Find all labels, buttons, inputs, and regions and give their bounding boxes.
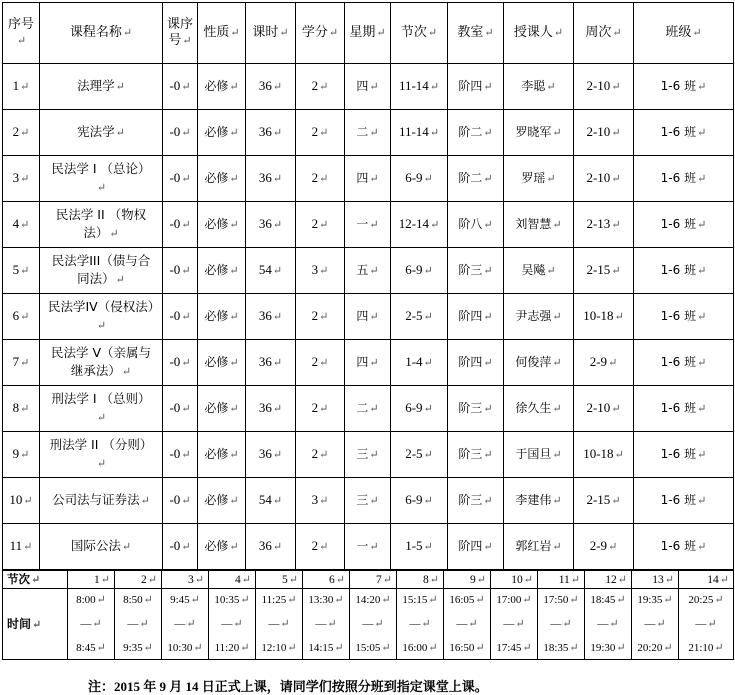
- period-time: [491, 589, 538, 660]
- course-room: 阶四↵: [448, 294, 504, 340]
- table-row: [3, 478, 734, 524]
- course-nature: 必修↵: [198, 524, 246, 570]
- document-sheet: [2, 2, 733, 660]
- course-weeks: 10-18↵: [574, 432, 634, 478]
- course-weekday: 三↵: [345, 432, 391, 478]
- period-time-separator: —↵: [456, 618, 478, 630]
- course-weekday: 二↵: [345, 110, 391, 156]
- course-weeks: 2-10↵: [574, 110, 634, 156]
- course-weekday: 四↵: [345, 64, 391, 110]
- period-start-time: 17:00↵: [496, 594, 532, 606]
- course-weekday: 四↵: [345, 340, 391, 386]
- course-class: 1-6 班↵: [634, 156, 734, 202]
- period-end-time: 10:30↵: [167, 642, 203, 654]
- period-time-separator: —↵: [221, 618, 243, 630]
- course-schedule-table: [2, 2, 734, 570]
- table-row: [3, 64, 734, 110]
- header-room: 教室↵: [448, 3, 504, 64]
- course-weekday: 四↵: [345, 156, 391, 202]
- course-hours: 36↵: [246, 110, 296, 156]
- period-end-time: 19:30↵: [590, 642, 626, 654]
- period-time: [397, 589, 444, 660]
- header-index: 序号↵: [3, 3, 40, 64]
- course-room: 阶二↵: [448, 156, 504, 202]
- period-start-time: 14:20↵: [355, 594, 391, 606]
- course-nature: 必修↵: [198, 202, 246, 248]
- row-index: 5↵: [3, 248, 40, 294]
- course-no: -0↵: [163, 64, 198, 110]
- row-index: 3↵: [3, 156, 40, 202]
- header-course-name: 课程名称↵: [40, 3, 163, 64]
- course-weekday: 一↵: [345, 524, 391, 570]
- course-periods: 12-14↵: [391, 202, 448, 248]
- period-start-time: 11:25↵: [261, 594, 297, 606]
- course-periods: 6-9↵: [391, 156, 448, 202]
- period-start-time: 15:15↵: [402, 594, 438, 606]
- course-periods: 6-9↵: [391, 386, 448, 432]
- course-credits: 2↵: [296, 294, 345, 340]
- table-row: [3, 524, 734, 570]
- course-nature: 必修↵: [198, 340, 246, 386]
- course-teacher: 吴飚↵: [504, 248, 574, 294]
- period-number: 10↵: [491, 571, 538, 589]
- course-credits: 2↵: [296, 524, 345, 570]
- period-time-separator: —↵: [127, 618, 149, 630]
- course-room: 阶三↵: [448, 248, 504, 294]
- period-time-separator: —↵: [174, 618, 196, 630]
- course-hours: 36↵: [246, 386, 296, 432]
- course-weeks: 2-13↵: [574, 202, 634, 248]
- period-time: [303, 589, 350, 660]
- header-row: [3, 3, 734, 64]
- course-weeks: 2-15↵: [574, 478, 634, 524]
- course-credits: 3↵: [296, 248, 345, 294]
- period-end-time: 8:45↵: [76, 642, 106, 654]
- course-periods: 1-5↵: [391, 524, 448, 570]
- course-name: 刑法学 II （分则）↵: [40, 432, 163, 478]
- course-hours: 36↵: [246, 340, 296, 386]
- course-name: 民法学 II （物权法）↵: [40, 202, 163, 248]
- course-no: -0↵: [163, 524, 198, 570]
- course-teacher: 李聪↵: [504, 64, 574, 110]
- period-time-separator: —↵: [409, 618, 431, 630]
- course-no: -0↵: [163, 156, 198, 202]
- course-nature: 必修↵: [198, 110, 246, 156]
- course-room: 阶四↵: [448, 340, 504, 386]
- period-time-row: [3, 589, 734, 660]
- row-index: 2↵: [3, 110, 40, 156]
- course-name: 民法学 I （总论）↵: [40, 156, 163, 202]
- course-periods: 2-5↵: [391, 294, 448, 340]
- course-periods: 1-4↵: [391, 340, 448, 386]
- period-time: [115, 589, 162, 660]
- course-class: 1-6 班↵: [634, 340, 734, 386]
- course-weekday: 一↵: [345, 202, 391, 248]
- course-class: 1-6 班↵: [634, 432, 734, 478]
- course-credits: 3↵: [296, 478, 345, 524]
- course-periods: 2-5↵: [391, 432, 448, 478]
- period-time-separator: —↵: [362, 618, 384, 630]
- course-nature: 必修↵: [198, 248, 246, 294]
- period-number: 14↵: [679, 571, 734, 589]
- course-hours: 54↵: [246, 478, 296, 524]
- period-number: 1↵: [68, 571, 115, 589]
- period-end-time: 18:35↵: [543, 642, 579, 654]
- row-index: 1↵: [3, 64, 40, 110]
- period-end-time: 21:10↵: [688, 642, 724, 654]
- course-room: 阶三↵: [448, 478, 504, 524]
- table-row: [3, 386, 734, 432]
- period-end-time: 12:10↵: [261, 642, 297, 654]
- row-index: 11↵: [3, 524, 40, 570]
- course-hours: 36↵: [246, 294, 296, 340]
- course-nature: 必修↵: [198, 294, 246, 340]
- period-time: [162, 589, 209, 660]
- table-row: [3, 110, 734, 156]
- course-weekday: 四↵: [345, 294, 391, 340]
- period-number: 8↵: [397, 571, 444, 589]
- period-end-time: 15:05↵: [355, 642, 391, 654]
- header-hours: 课时↵: [246, 3, 296, 64]
- period-time-separator: —↵: [503, 618, 525, 630]
- course-credits: 2↵: [296, 64, 345, 110]
- course-name: 宪法学↵: [40, 110, 163, 156]
- course-hours: 36↵: [246, 432, 296, 478]
- course-class: 1-6 班↵: [634, 64, 734, 110]
- period-end-time: 16:00↵: [402, 642, 438, 654]
- period-time-separator: —↵: [268, 618, 290, 630]
- row-index: 8↵: [3, 386, 40, 432]
- period-start-time: 8:00↵: [76, 594, 106, 606]
- course-credits: 2↵: [296, 432, 345, 478]
- period-number: 6↵: [303, 571, 350, 589]
- course-weeks: 2-10↵: [574, 386, 634, 432]
- course-periods: 6-9↵: [391, 478, 448, 524]
- period-time: [679, 589, 734, 660]
- period-end-time: 14:15↵: [308, 642, 344, 654]
- period-number: 5↵: [256, 571, 303, 589]
- course-class: 1-6 班↵: [634, 110, 734, 156]
- row-index: 7↵: [3, 340, 40, 386]
- period-number: 13↵: [632, 571, 679, 589]
- course-nature: 必修↵: [198, 156, 246, 202]
- period-time: [256, 589, 303, 660]
- course-hours: 54↵: [246, 248, 296, 294]
- course-teacher: 尹志强↵: [504, 294, 574, 340]
- period-end-time: 17:45↵: [496, 642, 532, 654]
- table-row: [3, 340, 734, 386]
- period-time: [350, 589, 397, 660]
- course-teacher: 刘智慧↵: [504, 202, 574, 248]
- course-periods: 11-14↵: [391, 110, 448, 156]
- course-room: 阶二↵: [448, 110, 504, 156]
- period-time: [68, 589, 115, 660]
- course-teacher: 罗瑶↵: [504, 156, 574, 202]
- course-name: 民法学 V（亲属与继承法）↵: [40, 340, 163, 386]
- period-start-time: 17:50↵: [543, 594, 579, 606]
- period-number: 4↵: [209, 571, 256, 589]
- period-time: [538, 589, 585, 660]
- course-nature: 必修↵: [198, 386, 246, 432]
- course-nature: 必修↵: [198, 478, 246, 524]
- course-credits: 2↵: [296, 340, 345, 386]
- period-time-separator: —↵: [644, 618, 666, 630]
- period-time-separator: —↵: [315, 618, 337, 630]
- period-start-time: 20:25↵: [688, 594, 724, 606]
- start-date-note: 注：2015 年 9 月 14 日正式上课，请同学们按照分班到指定课堂上课。: [88, 679, 488, 694]
- period-start-time: 10:35↵: [214, 594, 250, 606]
- course-periods: 11-14↵: [391, 64, 448, 110]
- header-nature: 性质↵: [198, 3, 246, 64]
- course-no: -0↵: [163, 202, 198, 248]
- period-number: 2↵: [115, 571, 162, 589]
- period-time-separator: —↵: [695, 618, 717, 630]
- course-class: 1-6 班↵: [634, 248, 734, 294]
- course-name: 民法学IV（侵权法）↵: [40, 294, 163, 340]
- header-periods: 节次↵: [391, 3, 448, 64]
- course-teacher: 郭红岩↵: [504, 524, 574, 570]
- course-teacher: 徐久生↵: [504, 386, 574, 432]
- period-end-time: 9:35↵: [123, 642, 153, 654]
- course-weekday: 二↵: [345, 386, 391, 432]
- period-number: 3↵: [162, 571, 209, 589]
- course-name: 民法学III（债与合同法）↵: [40, 248, 163, 294]
- period-time: [632, 589, 679, 660]
- row-index: 9↵: [3, 432, 40, 478]
- course-weeks: 2-9↵: [574, 340, 634, 386]
- table-row: [3, 432, 734, 478]
- header-weekday: 星期↵: [345, 3, 391, 64]
- period-start-time: 13:30↵: [308, 594, 344, 606]
- course-teacher: 于国旦↵: [504, 432, 574, 478]
- course-no: -0↵: [163, 248, 198, 294]
- course-weeks: 2-10↵: [574, 64, 634, 110]
- course-name: 法理学↵: [40, 64, 163, 110]
- course-hours: 36↵: [246, 64, 296, 110]
- table-row: [3, 248, 734, 294]
- period-end-time: 11:20↵: [214, 642, 250, 654]
- period-end-time: 20:20↵: [637, 642, 673, 654]
- period-time: [209, 589, 256, 660]
- period-time: [444, 589, 491, 660]
- course-teacher: 罗晓军↵: [504, 110, 574, 156]
- course-weeks: 2-9↵: [574, 524, 634, 570]
- row-index: 10↵: [3, 478, 40, 524]
- course-room: 阶三↵: [448, 386, 504, 432]
- period-end-time: 16:50↵: [449, 642, 485, 654]
- period-time-separator: —↵: [550, 618, 572, 630]
- course-credits: 2↵: [296, 202, 345, 248]
- course-weeks: 2-10↵: [574, 156, 634, 202]
- period-start-time: 16:05↵: [449, 594, 485, 606]
- header-credits: 学分↵: [296, 3, 345, 64]
- course-no: -0↵: [163, 478, 198, 524]
- period-number: 7↵: [350, 571, 397, 589]
- course-room: 阶三↵: [448, 432, 504, 478]
- period-time-table: [2, 570, 734, 660]
- course-room: 阶八↵: [448, 202, 504, 248]
- course-class: 1-6 班↵: [634, 202, 734, 248]
- course-nature: 必修↵: [198, 432, 246, 478]
- course-weekday: 三↵: [345, 478, 391, 524]
- period-number: 12↵: [585, 571, 632, 589]
- period-number: 9↵: [444, 571, 491, 589]
- course-teacher: 李建伟↵: [504, 478, 574, 524]
- period-number-row: [3, 571, 734, 589]
- period-time-separator: —↵: [80, 618, 102, 630]
- course-nature: 必修↵: [198, 64, 246, 110]
- period-time: [585, 589, 632, 660]
- course-weekday: 五↵: [345, 248, 391, 294]
- period-start-time: 19:35↵: [637, 594, 673, 606]
- table-row: [3, 294, 734, 340]
- course-hours: 36↵: [246, 156, 296, 202]
- course-no: -0↵: [163, 340, 198, 386]
- course-name: 公司法与证券法↵: [40, 478, 163, 524]
- course-no: -0↵: [163, 432, 198, 478]
- period-start-time: 18:45↵: [590, 594, 626, 606]
- course-class: 1-6 班↵: [634, 478, 734, 524]
- course-name: 国际公法↵: [40, 524, 163, 570]
- header-course-no: 课序号↵: [163, 3, 198, 64]
- table-row: [3, 202, 734, 248]
- course-hours: 36↵: [246, 524, 296, 570]
- row-index: 6↵: [3, 294, 40, 340]
- course-credits: 2↵: [296, 156, 345, 202]
- row-index: 4↵: [3, 202, 40, 248]
- time-label: 时间↵: [3, 589, 68, 660]
- course-class: 1-6 班↵: [634, 524, 734, 570]
- period-start-time: 9:45↵: [170, 594, 200, 606]
- period-time-separator: —↵: [597, 618, 619, 630]
- course-teacher: 何俊萍↵: [504, 340, 574, 386]
- course-room: 阶四↵: [448, 524, 504, 570]
- course-periods: 6-9↵: [391, 248, 448, 294]
- header-class: 班级↵: [634, 3, 734, 64]
- period-number: 11↵: [538, 571, 585, 589]
- course-credits: 2↵: [296, 386, 345, 432]
- course-no: -0↵: [163, 110, 198, 156]
- course-no: -0↵: [163, 386, 198, 432]
- period-label: 节次↵: [3, 571, 68, 589]
- header-teacher: 授课人↵: [504, 3, 574, 64]
- course-no: -0↵: [163, 294, 198, 340]
- course-credits: 2↵: [296, 110, 345, 156]
- table-row: [3, 156, 734, 202]
- course-name: 刑法学 I （总则）↵: [40, 386, 163, 432]
- course-class: 1-6 班↵: [634, 386, 734, 432]
- course-hours: 36↵: [246, 202, 296, 248]
- period-start-time: 8:50↵: [123, 594, 153, 606]
- course-weeks: 2-15↵: [574, 248, 634, 294]
- course-class: 1-6 班↵: [634, 294, 734, 340]
- course-weeks: 10-18↵: [574, 294, 634, 340]
- course-room: 阶四↵: [448, 64, 504, 110]
- header-weeks: 周次↵: [574, 3, 634, 64]
